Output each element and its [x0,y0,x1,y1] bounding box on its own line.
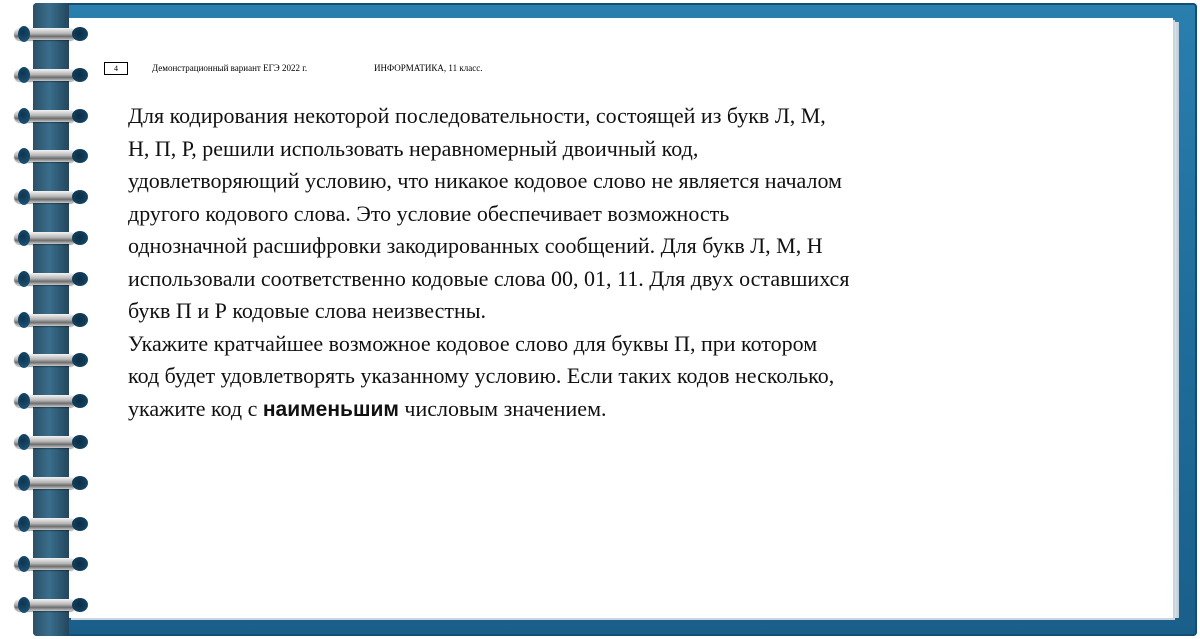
spiral-ring-icon [14,273,92,287]
task-emphasis: наименьшим [262,397,399,421]
spiral-ring-icon [14,436,92,450]
spiral-ring-icon [14,314,92,328]
task-line: Н, П, Р, решили использовать неравномерный двоичный код, [128,135,699,161]
spiral-ring-icon [14,69,92,83]
task-last-line [128,393,958,427]
header-exam-title: Демонстрационный вариант ЕГЭ 2022 г. [152,63,308,73]
page-edge [1173,22,1179,618]
spiral-ring-icon [14,28,92,42]
task-last-line-end: числовым значением. [398,395,607,421]
task-line: другого кодового слова. Это условие обеспечивает возможность [128,200,730,226]
spiral-ring-icon [14,599,92,613]
task-line: код будет удовлетворять указанному условию. Если таких кодов несколько, [128,363,835,388]
header-subject: ИНФОРМАТИКА, 11 класс. [374,63,483,73]
page-number: 4 [104,62,128,75]
spiral-ring-icon [14,110,92,124]
task-text [128,100,958,426]
task-line: Для кодирования некоторой последовательности, состоящей из букв Л, М, [128,103,826,128]
task-line: удовлетворяющий условию, что никакое кодовое слово не является началом [128,168,842,193]
task-last-line-start: укажите код с [128,395,263,421]
spiral-ring-icon [14,150,92,164]
task-line: букв П и Р кодовые слова неизвестны. [128,298,487,323]
spiral-ring-icon [14,191,92,205]
task-line: использовали соответственно кодовые слова 00, 01, 11. Для двух оставшихся [128,265,850,291]
spiral-ring-icon [14,477,92,491]
spiral-ring-icon [14,232,92,246]
task-line: однозначной расшифровки закодированных сообщений. Для букв Л, М, Н [128,233,823,258]
spiral-ring-icon [14,518,92,532]
spiral-ring-icon [14,395,92,409]
spiral-ring-icon [14,354,92,368]
spiral-ring-icon [14,558,92,572]
task-line: Укажите кратчайшее возможное кодовое слово для буквы П, при котором [128,330,818,356]
